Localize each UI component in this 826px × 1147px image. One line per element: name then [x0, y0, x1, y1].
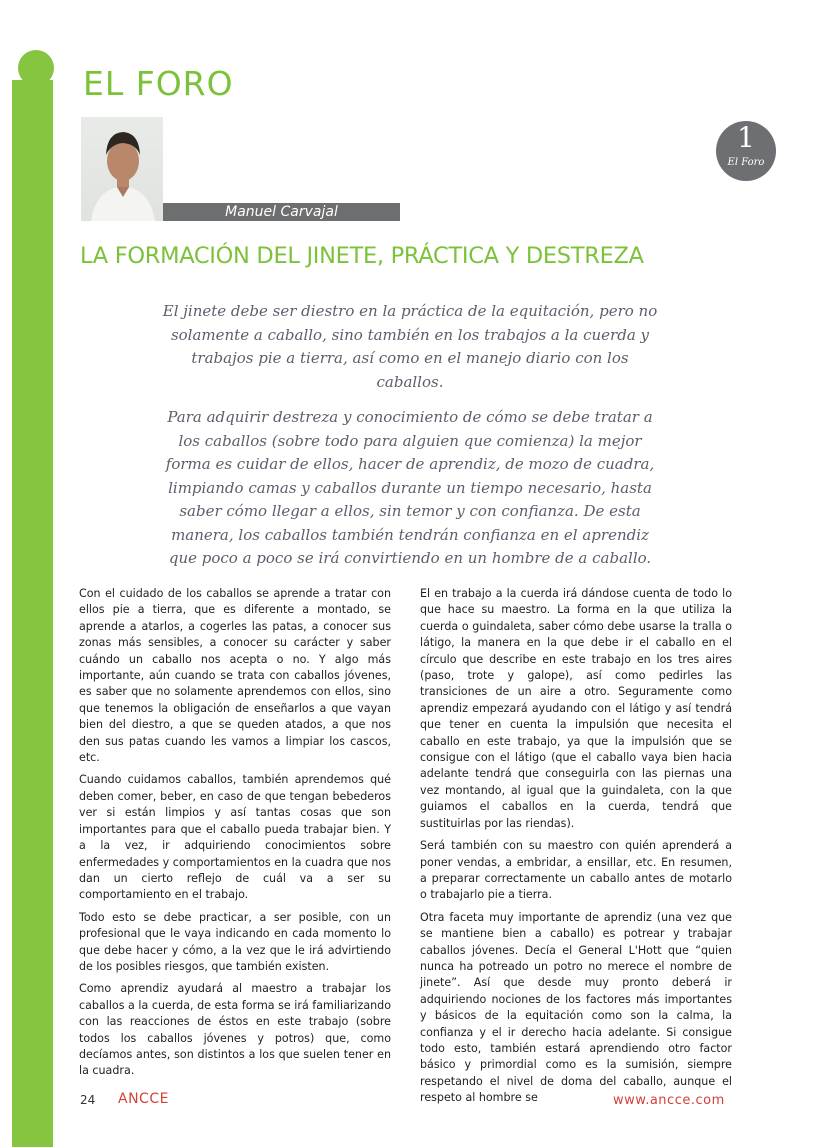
body-paragraph: Todo esto se debe practicar, a ser posible, con un profesional que le vaya indicando en cada momento lo que debe hacer y cómo, a la vez que le irá advirtiendo de los posibles riesgos, que también existen.	[79, 910, 391, 973]
green-side-bar	[12, 80, 53, 1147]
badge-label: El Foro	[727, 157, 765, 168]
body-paragraph: Otra faceta muy importante de aprendiz (una vez que se mantiene bien a caballo) es potrear y trabajar caballos jóvenes. Decía el General L'Hott que “quien nunca ha potreado un potro no merece el nombre de jinete”. Así que desde muy pronto deberá ir adquiriendo nociones de los factores más importantes y básicos de la equitación como son la calma, la confianza y el ir derecho hacia adelante. Si consigue todo esto, también estará aprendiendo otro factor básico y primordial como es la sumisión, siempre respetando el nivel de doma del caballo, aunque el respeto al hombre se	[420, 910, 732, 1105]
article-intro	[160, 300, 660, 583]
body-paragraph: Cuando cuidamos caballos, también aprendemos qué deben comer, beber, en caso de que tengan bebederos ver si están limpios y así tantas cosas que son importantes para que el caballo pueda trabajar bien. Y a la vez, ir adquiriendo conocimientos sobre enfermedades y comportamientos en la cuadra que nos dan un cierto reflejo de cuál va a ser su comportamiento en el trabajo.	[79, 773, 391, 902]
body-column-right	[420, 586, 732, 1113]
section-title: EL FORO	[83, 64, 234, 103]
footer-brand: ANCCE	[118, 1091, 169, 1107]
section-badge	[716, 121, 776, 181]
body-column-left	[79, 586, 391, 1086]
author-photo	[81, 117, 163, 221]
badge-number: 1	[737, 121, 755, 154]
intro-paragraph: Para adquirir destreza y conocimiento de cómo se debe tratar a los caballos (sobre todo para alguien que comienza) la mejor forma es cuidar de ellos, hacer de aprendiz, de mozo de cuadra, limpiando camas y caballos durante un tiempo necesario, hasta saber cómo llegar a ellos, sin temor y con confianza. De esta manera, los caballos también tendrán confianza en el aprendiz que poco a poco se irá convirtiendo en un hombre de a caballo.	[165, 408, 655, 567]
page-number: 24	[80, 1093, 96, 1107]
body-paragraph: Con el cuidado de los caballos se aprende a tratar con ellos pie a tierra, que es diferente a montado, se aprende a atarlos, a cogerles las patas, a conocer sus zonas más sensibles, a conocer su carácter y saber cuándo un caballo nos acepta o no. Y algo más importante, aún cuando se trata con caballos jóvenes, es saber que no solamente aprendemos con ellos, sino que tenemos la obligación de enseñarlos a que vayan bien del diestro, a que se queden atados, a que nos den sus patas cuando les vamos a limpiar los cascos, etc.	[79, 587, 391, 765]
body-paragraph: Como aprendiz ayudará al maestro a trabajar los caballos a la cuerda, de esta forma se irá familiarizando con las reacciones de éstos en este trabajo (sobre todos los caballos jóvenes y potros) que, como decíamos antes, son distintos a los que suelen tener en la cuadra.	[79, 982, 391, 1078]
intro-paragraph: El jinete debe ser diestro en la práctica de la equitación, pero no solamente a caballo, sino también en los trabajos a la cuerda y trabajos pie a tierra, así como en el manejo diario con los caballos.	[162, 302, 658, 391]
footer-url-link[interactable]: www.ancce.com	[613, 1093, 725, 1108]
body-paragraph: Será también con su maestro con quién aprenderá a poner vendas, a embridar, a ensillar, etc. En resumen, a preparar correctamente un caballo antes de motarlo o trabajarlo pie a tierra.	[420, 839, 732, 902]
body-paragraph: El en trabajo a la cuerda irá dándose cuenta de todo lo que hace su maestro. La forma en la que utiliza la cuerda o guindaleta, saber cómo debe usarse la tralla o látigo, la manera en la que debe ir el caballo en el círculo que describe en este trabajo en los tres aires (paso, trote y galope), así como pedirles las transiciones de un aire a otro. Seguramente como aprendiz empezará ayudando con el látigo y así tendrá que tener en cuenta la impulsión que necesita el caballo en este trabajo, ya que la impulsión que se consigue con el látigo (que el caballo vaya bien hacia adelante tendrá que conseguirla con las piernas una vez montando, al igual que la guindaleta, con la que guiamos el caballos en la cuerda, tendrá que sustituirlas por las riendas).	[420, 587, 732, 830]
author-name: Manuel Carvajal	[163, 203, 400, 221]
article-headline: LA FORMACIÓN DEL JINETE, PRÁCTICA Y DESTREZA	[80, 243, 644, 269]
